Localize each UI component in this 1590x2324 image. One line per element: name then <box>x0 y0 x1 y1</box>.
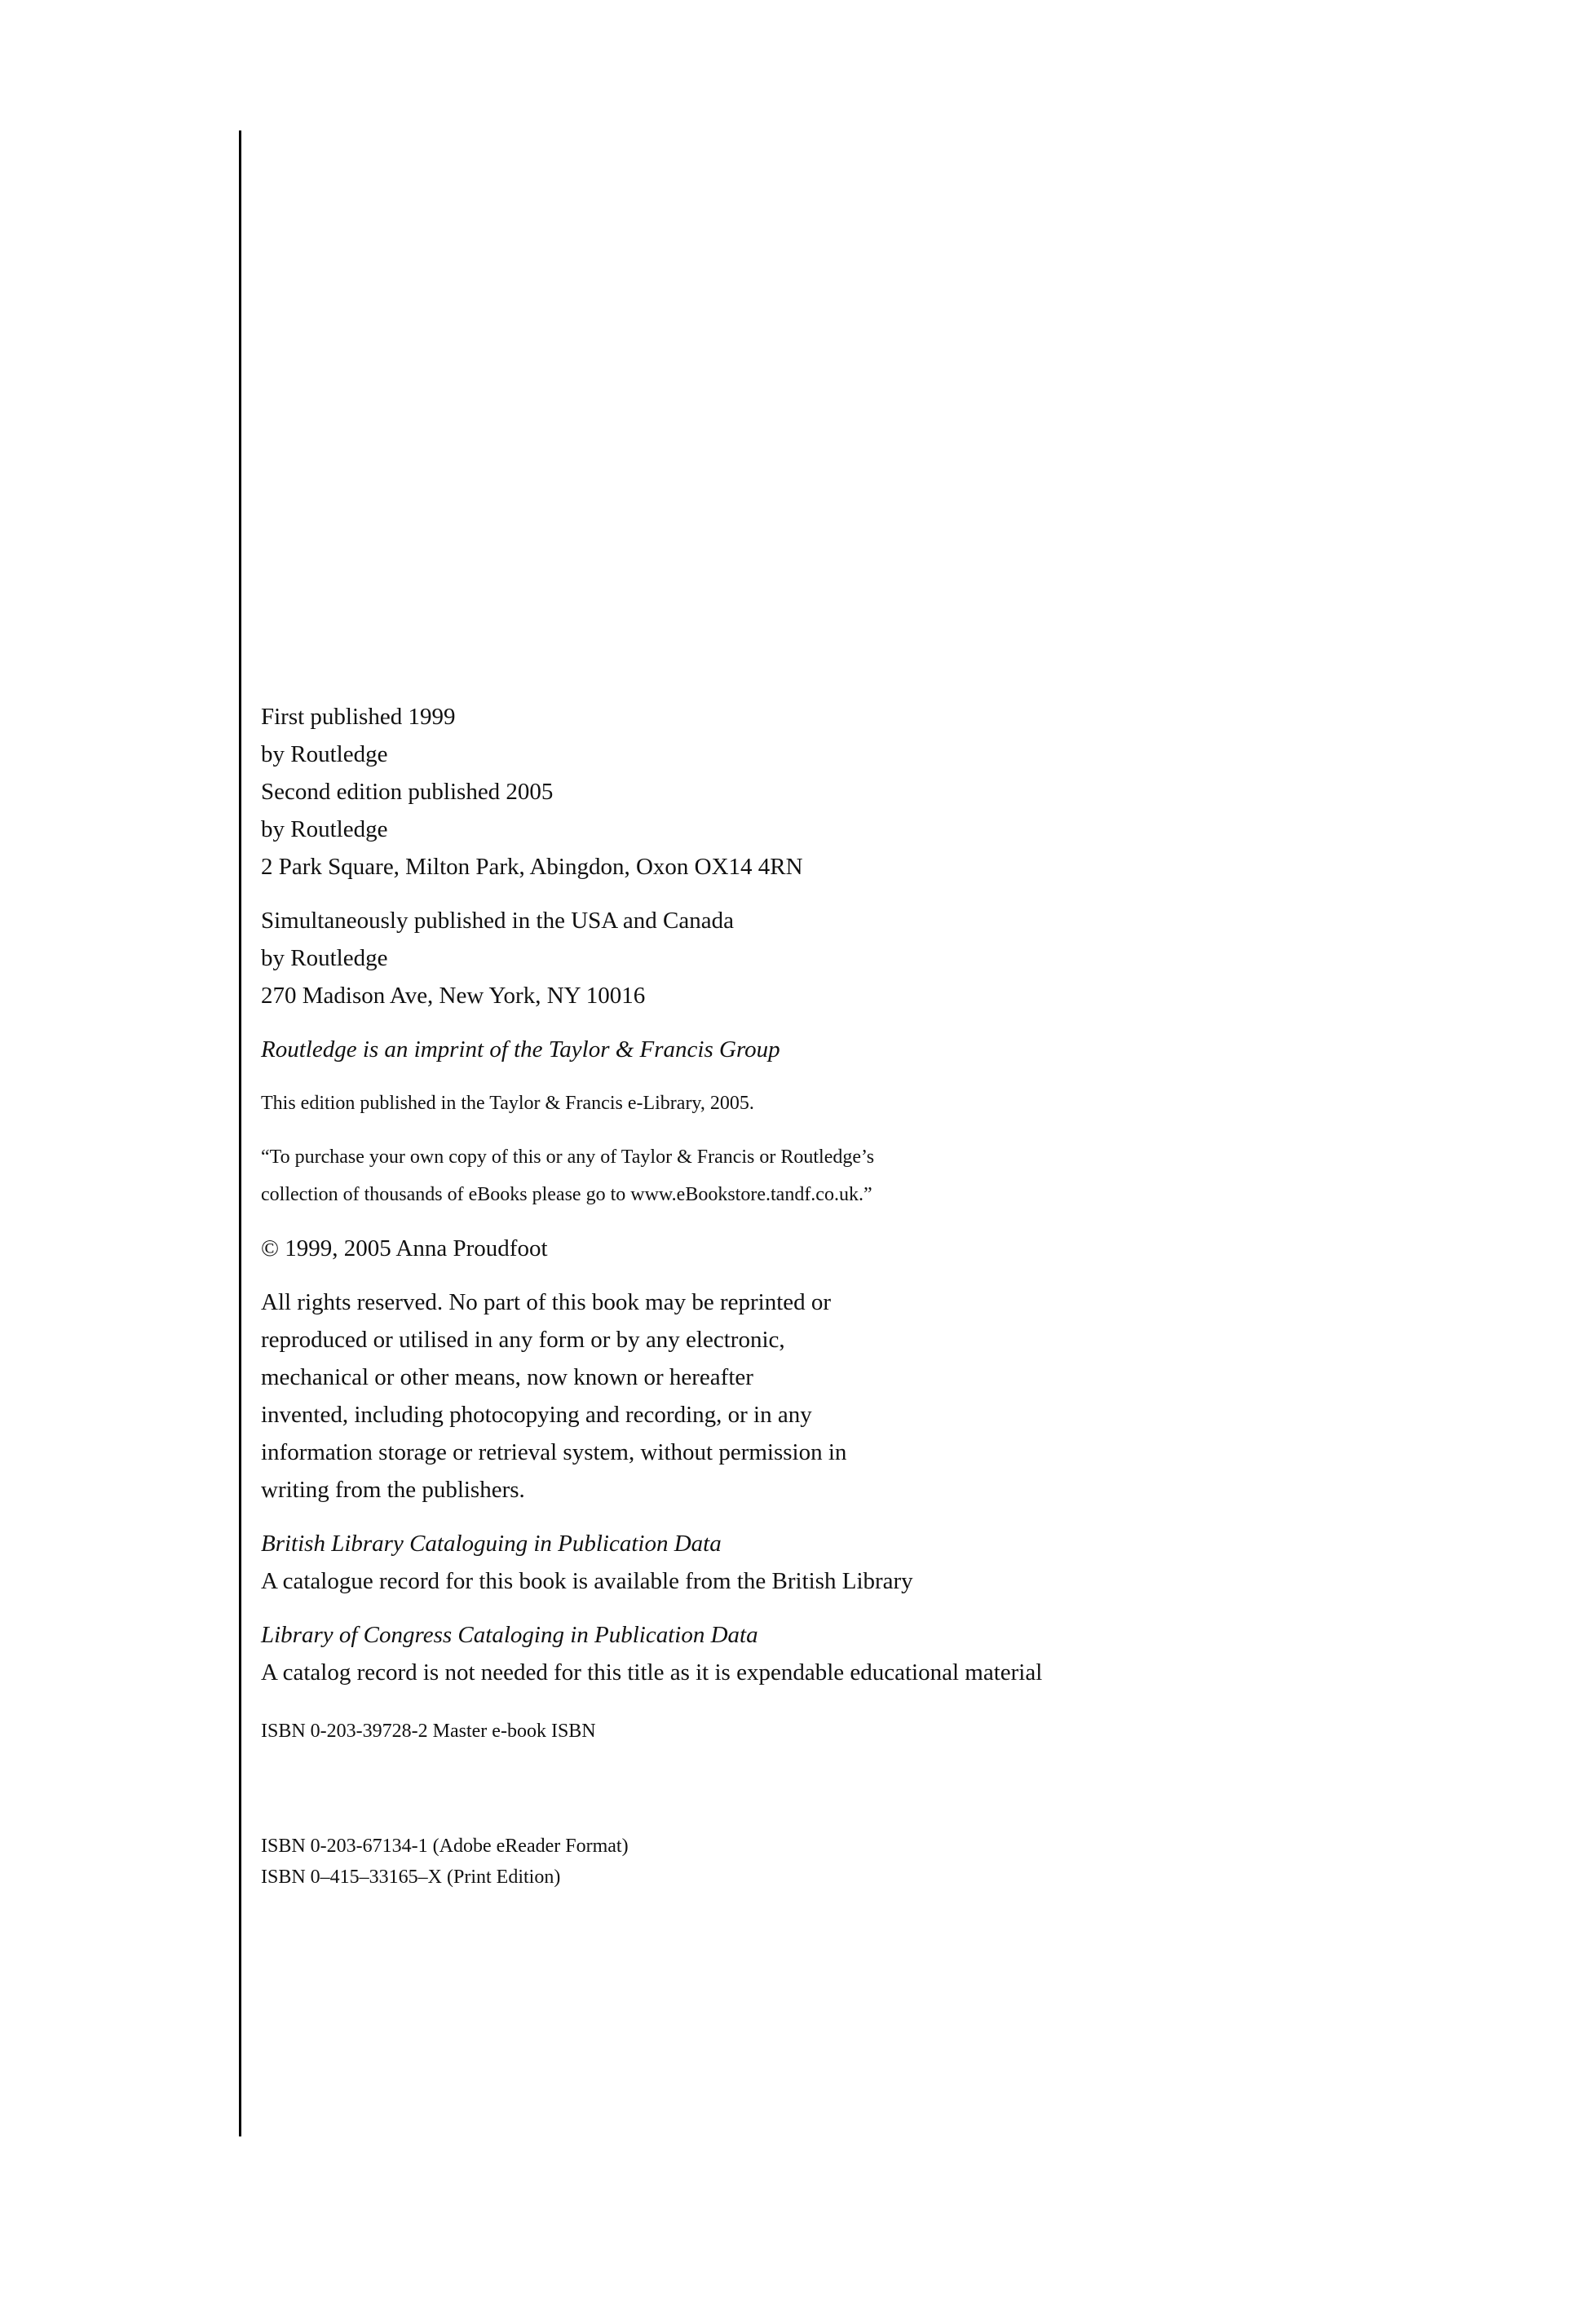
margin-rule <box>239 130 241 2136</box>
simultaneous-publication-line: Simultaneously published in the USA and Canada <box>261 908 734 934</box>
rights-line: All rights reserved. No part of this book may be reprinted or <box>261 1289 832 1315</box>
purchase-note-line: “To purchase your own copy of this or any of Taylor & Francis or Routledge’s <box>261 1147 875 1168</box>
library-of-congress-heading: Library of Congress Cataloging in Publication Data <box>261 1622 758 1648</box>
rights-line: writing from the publishers. <box>261 1477 525 1503</box>
rights-line: mechanical or other means, now known or hereafter <box>261 1364 753 1390</box>
rights-line: invented, including photocopying and recording, or in any <box>261 1402 812 1428</box>
copyright-notice: © 1999, 2005 Anna Proudfoot <box>261 1235 548 1261</box>
purchase-note <box>261 1138 1533 1213</box>
elibrary-note: This edition published in the Taylor & Francis e-Library, 2005. <box>261 1093 754 1114</box>
imprint-note: Routledge is an imprint of the Taylor & Francis Group <box>261 1036 780 1063</box>
rights-statement <box>261 1284 1533 1509</box>
copyright-page <box>261 698 1533 1896</box>
british-library-heading: British Library Cataloguing in Publication Data <box>261 1531 722 1557</box>
rights-line: reproduced or utilised in any form or by any electronic, <box>261 1327 785 1353</box>
usa-canada-publication <box>261 902 1533 1014</box>
isbn-master: ISBN 0-203-39728-2 Master e-book ISBN <box>261 1721 596 1742</box>
publisher-line: by Routledge <box>261 945 388 971</box>
library-of-congress-text: A catalog record is not needed for this title as it is expendable educational material <box>261 1659 1043 1686</box>
first-published-line: First published 1999 <box>261 704 456 730</box>
publisher-line: by Routledge <box>261 741 388 767</box>
publisher-line: by Routledge <box>261 816 388 842</box>
publication-history <box>261 698 1533 886</box>
library-of-congress-cataloging <box>261 1616 1533 1691</box>
british-library-cataloguing <box>261 1525 1533 1600</box>
isbn-print: ISBN 0–415–33165–X (Print Edition) <box>261 1867 561 1888</box>
second-edition-line: Second edition published 2005 <box>261 779 554 805</box>
british-library-text: A catalogue record for this book is available from the British Library <box>261 1568 913 1594</box>
purchase-note-line: collection of thousands of eBooks please go to www.eBookstore.tandf.co.uk.” <box>261 1184 872 1205</box>
isbn-adobe: ISBN 0-203-67134-1 (Adobe eReader Format) <box>261 1836 629 1857</box>
us-address-line: 270 Madison Ave, New York, NY 10016 <box>261 983 646 1009</box>
uk-address-line: 2 Park Square, Milton Park, Abingdon, Oxon OX14 4RN <box>261 854 803 880</box>
rights-line: information storage or retrieval system, without permission in <box>261 1439 847 1465</box>
